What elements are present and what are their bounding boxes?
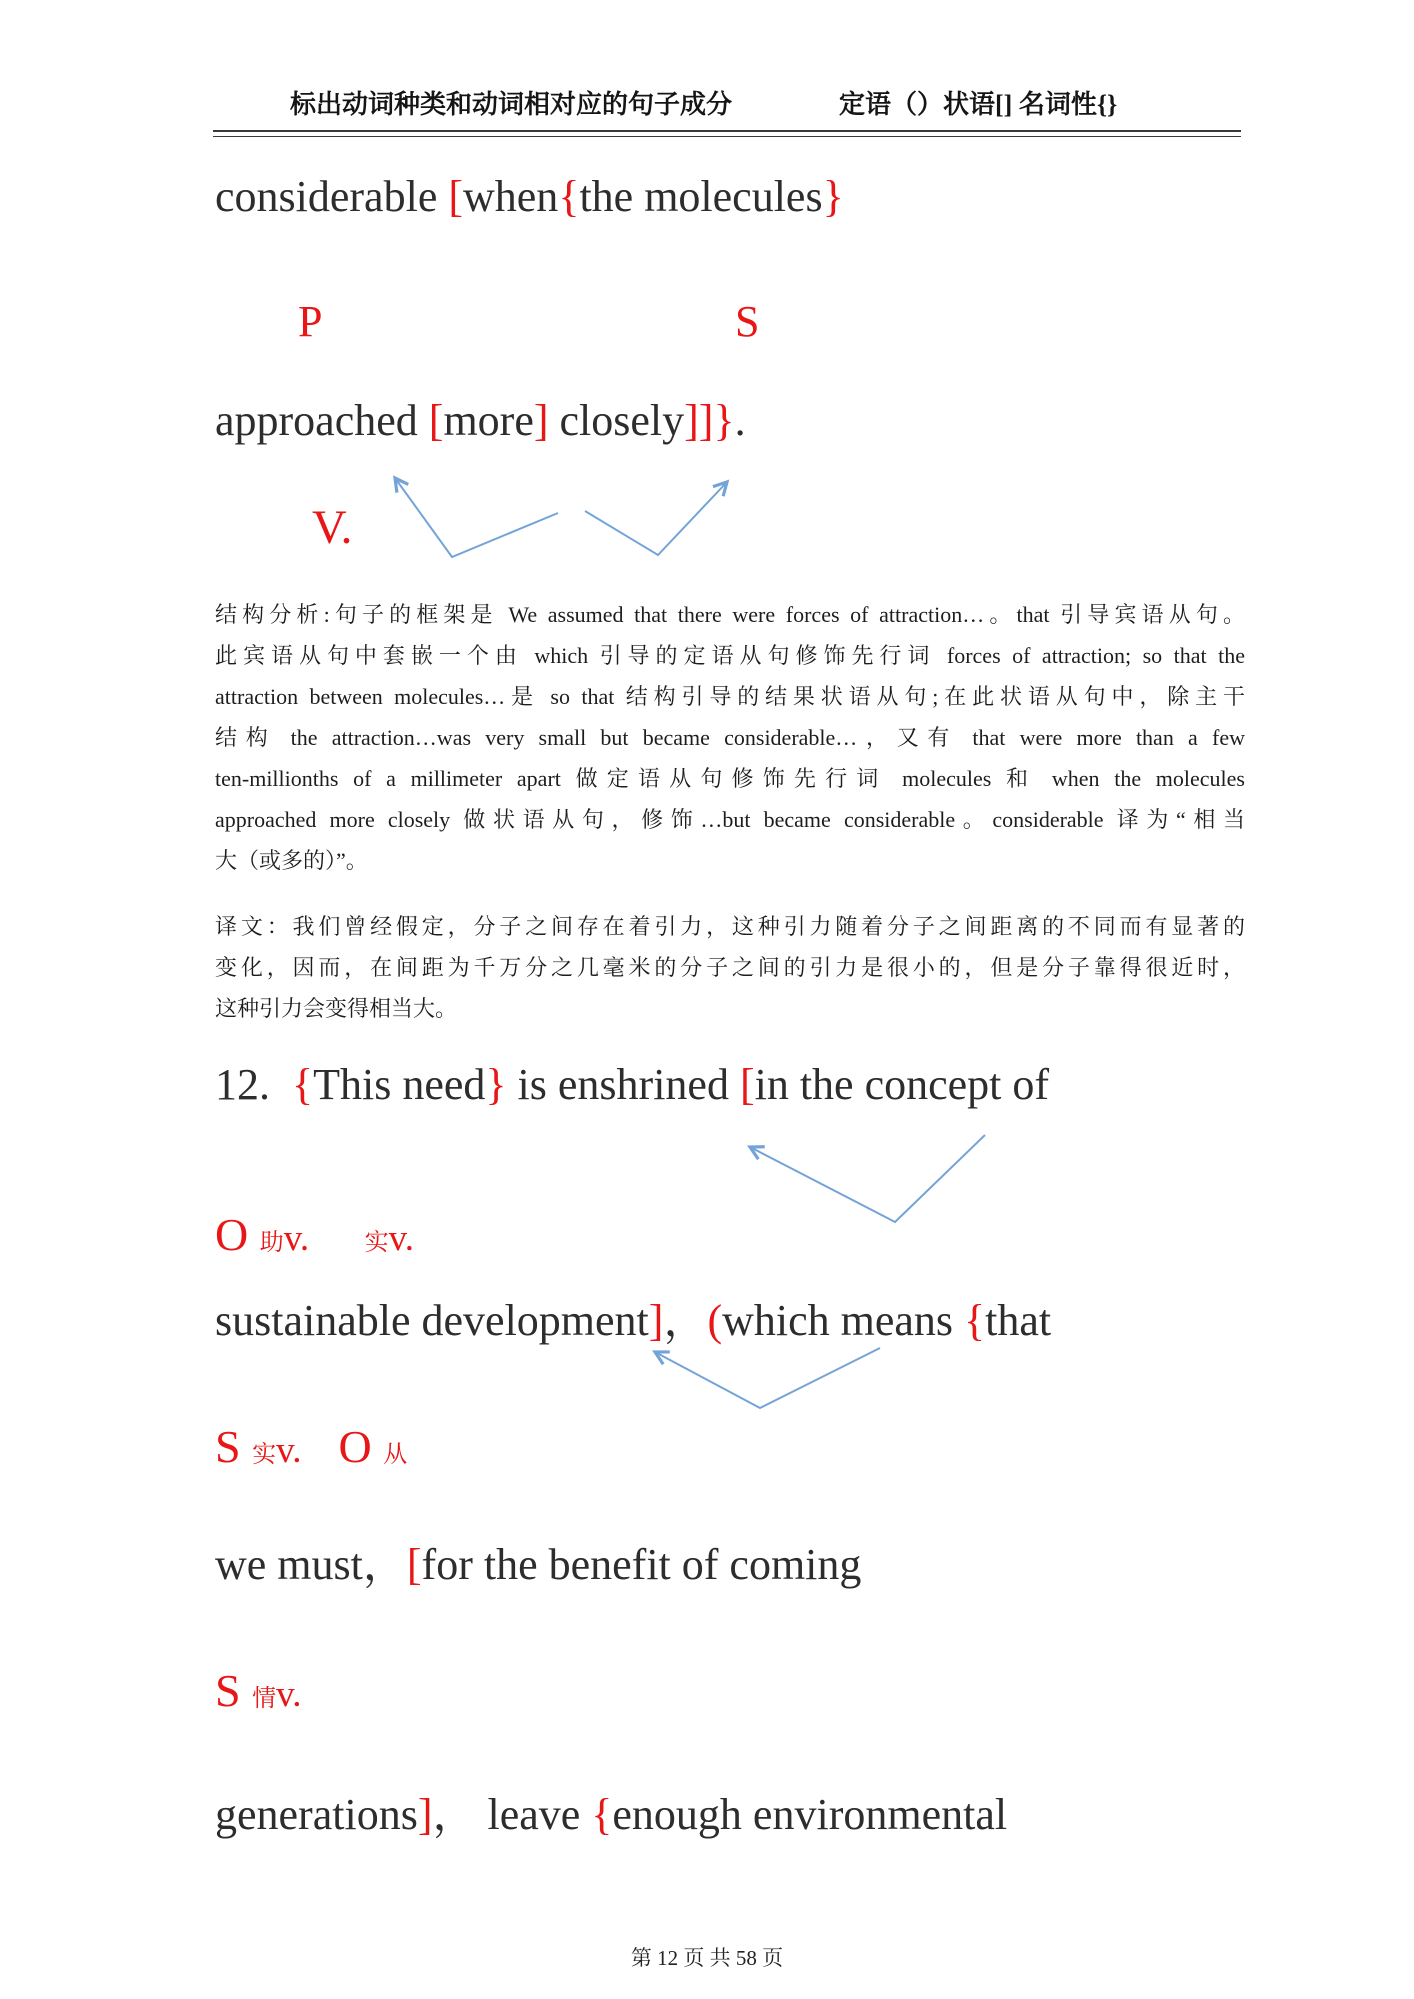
text-segment: { [964, 1296, 986, 1345]
sentence2-labels3 [215, 1666, 301, 1717]
analysis-paragraph [215, 594, 1245, 881]
text-segment: sustainable development [215, 1296, 649, 1345]
label-subject-s: S [735, 297, 760, 346]
text-segment: ， [362, 1540, 407, 1589]
text-segment: is enshrined [506, 1060, 740, 1109]
text-segment: more [443, 396, 534, 445]
analysis-line: 此宾语从句中套嵌一个由 which 引导的定语从句修饰先行词 forces of attraction; so that the [215, 643, 1245, 668]
label-predicative-p: P [298, 297, 323, 346]
annotation-arrow-development-icon [640, 1336, 900, 1420]
sentence2-line3 [215, 1540, 861, 1591]
page-number-footer: 第 12 页 共 58 页 [630, 1946, 784, 1970]
text-segment: in the concept of [754, 1060, 1050, 1109]
text-segment: ] [648, 1296, 664, 1345]
text-segment: 助 [259, 1230, 284, 1256]
text-segment: ] [533, 396, 549, 445]
text-segment: considerable [215, 172, 449, 221]
sentence1-line2 [215, 396, 746, 447]
analysis-line: 结构 the attraction…was very small but became considerable…，又有 that were more than a few [215, 725, 1245, 750]
annotation-arrows-verb-icon [370, 452, 750, 572]
text-segment: v. [283, 1218, 310, 1259]
text-segment: 情 [252, 1686, 277, 1712]
header-rule [213, 130, 1241, 137]
translation-line: 这种引力会变得相当大。 [215, 996, 458, 1021]
text-segment: v. [276, 1674, 302, 1715]
translation-line: 变化，因而，在间距为千万分之几毫米的分子之间的引力是很小的，但是分子靠得很近时， [215, 955, 1245, 980]
text-segment: closely [548, 396, 685, 445]
text-segment: O [338, 1421, 384, 1472]
sentence2-labels1 [215, 1210, 414, 1261]
text-segment: when [463, 172, 559, 221]
text-segment: 12. [215, 1060, 292, 1109]
annotation-arrow-enshrined-icon [730, 1122, 1000, 1232]
sentence2-labels2 [215, 1422, 407, 1473]
translation-line: 译文：我们曾经假定，分子之间存在着引力，这种引力随着分子之间距离的不同而有显著的 [215, 914, 1245, 939]
sentence1-line1 [215, 172, 844, 223]
text-segment: { [292, 1060, 314, 1109]
text-segment: approached [215, 396, 429, 445]
sentence2-line2 [215, 1296, 1051, 1347]
text-segment: { [591, 1790, 613, 1839]
label-verb-v: V. [312, 501, 353, 554]
text-segment: [ [406, 1540, 422, 1589]
analysis-line: attraction between molecules…是 so that 结构引导的结果状语从句;在此状语从句中，除主干 [215, 684, 1245, 709]
text-segment: 从 [383, 1442, 408, 1468]
text-segment: . [734, 396, 746, 445]
analysis-line: 大（或多的）”。 [215, 848, 368, 873]
text-segment: O [215, 1209, 260, 1260]
text-segment: generations [215, 1790, 418, 1839]
text-segment: enough environmental [612, 1790, 1008, 1839]
sentence1-labels-row [0, 298, 1414, 354]
text-segment: [ [448, 172, 463, 221]
text-segment: ] [417, 1790, 433, 1839]
text-segment: ( [707, 1296, 723, 1345]
text-segment: v. [276, 1430, 302, 1471]
text-segment: that [985, 1296, 1052, 1345]
text-segment [301, 1430, 338, 1471]
text-segment: ， [432, 1790, 488, 1839]
text-segment: leave [487, 1790, 592, 1839]
analysis-line: approached more closely 做状语从句，修饰…but became considerable。considerable 译为“相当 [215, 807, 1245, 832]
text-segment: S [215, 1421, 253, 1472]
sentence2-line1 [215, 1060, 1049, 1111]
text-segment: 实 [252, 1442, 277, 1468]
text-segment: [ [428, 396, 444, 445]
text-segment: [ [739, 1060, 755, 1109]
text-segment: } [822, 172, 844, 221]
text-segment: for the benefit of coming [421, 1540, 862, 1589]
text-segment: { [558, 172, 580, 221]
text-segment: ， [663, 1296, 708, 1345]
header-left-title: 标出动词种类和动词相对应的句子成分 [290, 90, 733, 119]
analysis-line: ten-millionths of a millimeter apart 做定语从句修饰先行词 molecules 和 when the molecules [215, 766, 1245, 791]
text-segment: } [485, 1060, 507, 1109]
text-segment [309, 1218, 365, 1259]
text-segment: ]]} [684, 396, 735, 445]
text-segment: v. [388, 1218, 414, 1259]
text-segment: we must [215, 1540, 363, 1589]
text-segment: This need [313, 1060, 486, 1109]
header-right-legend: 定语（）状语[] 名词性{} [839, 90, 1118, 119]
sentence2-line4 [215, 1790, 1007, 1841]
analysis-line: 结构分析:句子的框架是 We assumed that there were forces of attraction…。that 引导宾语从句。 [215, 602, 1245, 627]
translation-paragraph [215, 906, 1245, 1029]
text-segment: which means [722, 1296, 965, 1345]
text-segment: the molecules [579, 172, 823, 221]
text-segment: S [215, 1665, 253, 1716]
text-segment: 实 [364, 1230, 389, 1256]
